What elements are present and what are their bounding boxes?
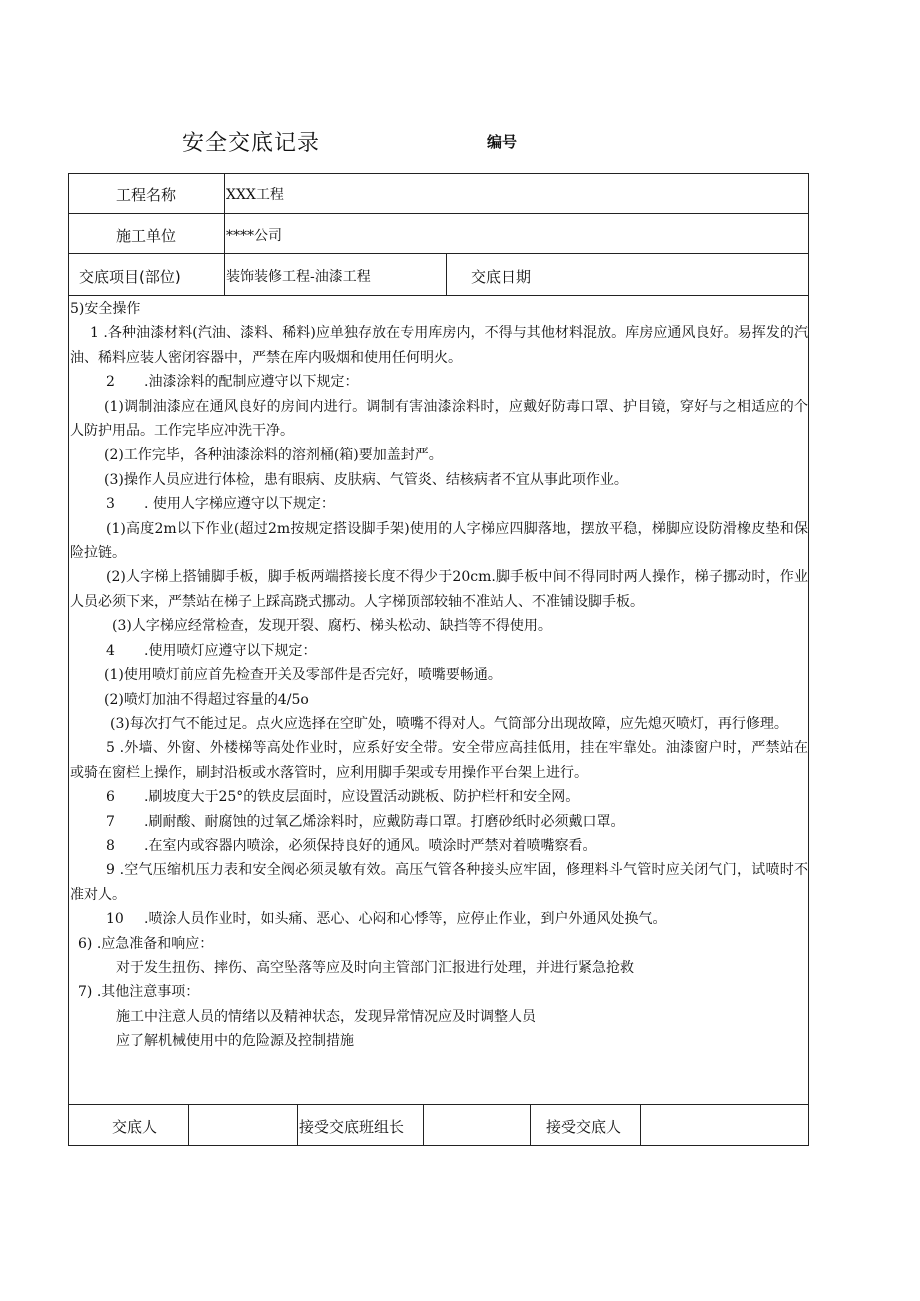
paragraph: (3)人字梯应经常检查，发现开裂、腐朽、梯头松动、缺挡等不得使用。	[112, 618, 552, 635]
paragraph: (1)使用喷灯前应首先检查开关及零部件是否完好，喷嘴要畅通。	[104, 667, 502, 684]
giver-label: 交底人	[112, 1118, 158, 1136]
paragraph: (2)喷灯加油不得超过容量的4/5o	[104, 691, 309, 708]
item-value: 装饰装修工程-油漆工程	[226, 269, 371, 285]
item-number: 7	[106, 813, 115, 830]
paragraph: (1)高度2m以下作业(超过2m按规定搭设脚手架)使用的人字梯应四脚落地，摆放平稳，梯脚应设防滑橡皮垫和保险拉链。	[70, 520, 808, 562]
paragraph: 1 .各种油漆材料(汽油、漆料、稀料)应单独存放在专用库房内，不得与其他材料混放。库房应通风良好。易挥发的汽油、稀料应装人密闭容器中，严禁在库内吸烟和使用任何明火。	[70, 325, 808, 366]
serial-number-label: 编号	[487, 133, 518, 151]
item-text: .刷坡度大于25°的铁皮层面时，应设置活动跳板、防护栏杆和安全网。	[144, 789, 580, 806]
paragraph: 对于发生扭伤、摔伤、高空坠落等应及时向主管部门汇报进行处理，并进行紧急抢救	[116, 959, 634, 976]
item-label: 交底项目(部位)	[79, 268, 181, 286]
item-number: 2	[106, 374, 115, 391]
column-divider	[446, 253, 447, 295]
project-name-label: 工程名称	[116, 186, 177, 204]
receiver-label: 接受交底人	[546, 1118, 622, 1136]
item-text: .在室内或容器内喷涂，必须保持良好的通风。喷涂时严禁对着喷嘴察看。	[144, 837, 597, 854]
safety-content	[70, 297, 808, 1054]
paragraph	[70, 810, 808, 834]
paragraph	[70, 907, 808, 931]
column-divider	[188, 1104, 189, 1146]
paragraph: (1)调制油漆应在通风良好的房间内进行。调制有害油漆涂料时，应戴好防毒口罩、护目镜，穿好与之相适应的个人防护用品。工作完毕应冲洗干净。	[70, 398, 808, 440]
item-number: 8	[106, 837, 115, 854]
section-heading: 6) .应急准备和响应：	[78, 935, 214, 952]
paragraph: 9 .空气压缩机压力表和安全阀必须灵敏有效。高压气管各种接头应牢固，修理料斗气管时应关闭气门，试喷时不准对人。	[70, 862, 808, 903]
project-name-value: XXX工程	[226, 187, 284, 203]
section-heading: 7) .其他注意事项：	[78, 984, 200, 1001]
paragraph	[70, 492, 808, 516]
column-divider	[297, 1104, 298, 1146]
item-number: 10	[106, 911, 124, 928]
document-title: 安全交底记录	[182, 131, 321, 156]
row-divider	[68, 295, 809, 296]
row-divider	[68, 213, 809, 214]
item-number: 4	[106, 642, 115, 659]
contractor-label: 施工单位	[116, 227, 177, 245]
paragraph: 5 .外墙、外窗、外楼梯等高处作业时，应系好安全带。安全带应高挂低用，挂在牢靠处。油漆窗户时，严禁站在或骑在窗栏上操作，刷封沿板或水落管时，应利用脚手架或专用操作平台架上进行。	[70, 740, 808, 781]
paragraph: (3)每次打气不能过足。点火应选择在空旷处，喷嘴不得对人。气筒部分出现故障，应先熄灭喷灯，再行修理。	[110, 715, 788, 732]
paragraph	[70, 834, 808, 858]
item-number: 6	[106, 789, 115, 806]
paragraph	[70, 785, 808, 809]
paragraph: (3)操作人员应进行体检，患有眼病、皮肤病、气管炎、结核病者不宜从事此项作业。	[104, 471, 628, 488]
row-divider	[68, 253, 809, 254]
item-text: .刷耐酸、耐腐蚀的过氧乙烯涂料时，应戴防毒口罩。打磨砂纸时必须戴口罩。	[144, 813, 625, 830]
paragraph: 施工中注意人员的情绪以及精神状态，发现异常情况应及时调整人员	[116, 1008, 536, 1025]
paragraph	[70, 639, 808, 663]
item-number: 3	[106, 496, 115, 513]
item-text: .喷涂人员作业时，如头痛、恶心、心闷和心悸等，应停止作业，到户外通风处换气。	[144, 911, 667, 928]
item-text: .油漆涂料的配制应遵守以下规定：	[144, 374, 359, 391]
team-leader-label: 接受交底班组长	[299, 1118, 405, 1136]
paragraph: (2)工作完毕，各种油漆涂料的溶剂桶(箱)要加盖封严。	[104, 447, 443, 464]
item-text: .使用喷灯应遵守以下规定：	[144, 642, 317, 659]
row-divider	[68, 1104, 809, 1105]
date-label: 交底日期	[471, 268, 532, 286]
paragraph	[70, 370, 808, 394]
column-divider	[640, 1104, 641, 1146]
item-text: . 使用人字梯应遵守以下规定：	[144, 496, 335, 513]
column-divider	[423, 1104, 424, 1146]
contractor-value: ****公司	[226, 228, 282, 244]
column-divider	[224, 173, 225, 295]
column-divider	[530, 1104, 531, 1146]
section-heading: 5)安全操作	[70, 301, 141, 317]
paragraph: 应了解机械使用中的危险源及控制措施	[116, 1033, 354, 1050]
paragraph: (2)人字梯上搭铺脚手板，脚手板两端搭接长度不得少于20cm.脚手板中间不得同时两人操作，梯子挪动时，作业人员必须下来，严禁站在梯子上踩高跷式挪动。人字梯顶部较轴不准站人、不准铺设脚手板。	[70, 569, 808, 610]
